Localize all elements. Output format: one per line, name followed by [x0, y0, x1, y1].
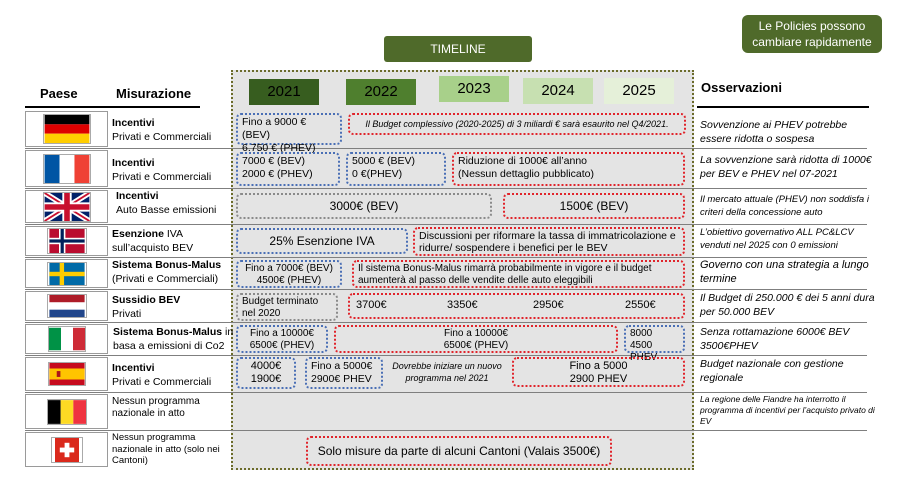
es-box-2022: Fino a 5000€ 2900€ PHEV	[305, 357, 383, 389]
fr-box-2021: 7000 € (BEV) 2000 € (PHEV)	[236, 152, 340, 186]
no-box-vat: 25% Esenzione IVA	[236, 228, 408, 254]
es-new-program-note: Dovrebbe iniziare un nuovo programma nel 2021	[392, 361, 502, 383]
netherlands-flag-icon	[47, 294, 87, 318]
measure-germany: Incentivi Privati e Commerciali	[112, 117, 212, 143]
uk-box-1500: 1500€ (BEV)	[503, 193, 685, 219]
year-2022: 2022	[346, 79, 416, 105]
de-budget-box: Il Budget complessivo (2020-2025) di 3 miliardi € sarà esaurito nel Q4/2021.	[348, 113, 686, 135]
sweden-flag-icon	[47, 262, 87, 286]
measure-belgium: Nessun programma nazionale in atto	[112, 396, 200, 419]
obs-netherlands: Il Budget di 250.000 € dei 5 anni dura per 50.000 BEV	[700, 292, 875, 318]
fr-box-2022: 5000 € (BEV) 0 €(PHEV)	[346, 152, 446, 186]
measure-france: Incentivi Privati e Commerciali	[112, 157, 212, 183]
it-box-2025: 8000 4500 PHEV	[624, 325, 685, 353]
obs-sweden: Governo con una strategia a lungo termine	[700, 259, 869, 285]
timeline-label: TIMELINE	[430, 42, 486, 56]
obs-spain: Budget nazionale con gestione regionale	[700, 358, 844, 384]
measure-norway: Esenzione IVA sull’acquisto BEV	[112, 228, 194, 254]
row-divider	[25, 224, 867, 225]
obs-germany: Sovvenzione ai PHEV potrebbe essere ridotta o sospesa	[700, 119, 848, 145]
norway-flag-cell	[25, 226, 108, 256]
italy-flag-cell	[25, 324, 108, 354]
measure-spain: Incentivi Privati e Commerciali	[112, 362, 212, 388]
it-box-mid: Fino a 10000€ 6500€ (PHEV)	[334, 325, 618, 353]
fr-box-reduction: Riduzione di 1000€ all’anno (Nessun dettaglio pubblicato)	[452, 152, 685, 186]
es-box-future: Fino a 5000 2900 PHEV	[512, 357, 685, 387]
timeline-badge	[384, 36, 532, 62]
measure-sweden: Sistema Bonus-Malus (Privati e Commerciali)	[112, 259, 222, 285]
nl-box-budget: Budget terminato nel 2020	[236, 293, 338, 321]
measure-italy: Sistema Bonus-Malus in basa a emissioni di Co2	[113, 326, 234, 352]
it-box-2021: Fino a 10000€ 6500€ (PHEV)	[236, 325, 328, 353]
obs-norway: L’obiettivo governativo ALL PC&LCV venduti nel 2025 con 0 emissioni	[700, 227, 854, 251]
obs-separator	[697, 106, 869, 108]
no-box-reform: Discussioni per riformare la tassa di immatricolazione e ridurre/ sospendere i benefici per le BEV	[413, 227, 685, 256]
measure-netherlands: Sussidio BEV Privati	[112, 294, 181, 320]
row-divider	[25, 289, 867, 290]
norway-flag-icon	[47, 228, 87, 254]
year-2021: 2021	[249, 79, 319, 105]
row-divider	[25, 430, 867, 431]
uk-flag-icon	[43, 192, 91, 222]
row-divider	[25, 322, 867, 323]
obs-france: La sovvenzione sarà ridotta di 1000€ per BEV e PHEV nel 07-2021	[700, 154, 872, 180]
policies-note-badge	[742, 15, 882, 53]
uk-flag-cell	[25, 190, 108, 223]
year-2025: 2025	[604, 78, 674, 104]
row-divider	[25, 148, 867, 149]
switzerland-flag-icon	[51, 437, 83, 463]
year-2023: 2023	[439, 76, 509, 102]
obs-uk: Il mercato attuale (PHEV) non soddisfa i criteri della concessione auto	[700, 194, 869, 218]
spain-flag-cell	[25, 357, 108, 391]
nl-value-2024: 2950€	[533, 299, 564, 311]
nl-value-2025: 2550€	[625, 299, 656, 311]
es-box-2021: 4000€ 1900€	[236, 357, 296, 389]
belgium-flag-cell	[25, 394, 108, 429]
switzerland-flag-cell	[25, 432, 108, 467]
row-divider	[25, 355, 867, 356]
se-box-2021: Fino a 7000€ (BEV) 4500€ (PHEV)	[236, 260, 342, 288]
france-flag-cell	[25, 150, 108, 187]
uk-box-3000: 3000€ (BEV)	[236, 193, 492, 219]
policies-note-text: Le Policies possono cambiare rapidamente	[752, 19, 872, 49]
sweden-flag-cell	[25, 259, 108, 288]
nl-value-2023: 3350€	[447, 299, 478, 311]
germany-flag-icon	[43, 114, 91, 144]
header-separator	[25, 106, 200, 108]
measure-uk: Incentivi Auto Basse emissioni	[116, 190, 217, 216]
spain-flag-icon	[48, 362, 86, 386]
col-paese: Paese	[40, 86, 78, 101]
col-osservazioni: Osservazioni	[701, 80, 782, 95]
de-box-2021: Fino a 9000 € (BEV) 6.750 € (PHEV)	[236, 113, 342, 145]
italy-flag-icon	[48, 326, 86, 352]
belgium-flag-icon	[47, 399, 87, 425]
measure-switzerland: Nessun programma nazionale in atto (solo nei Cantoni)	[112, 432, 220, 466]
germany-flag-cell	[25, 111, 108, 147]
france-flag-icon	[43, 154, 91, 184]
year-2024: 2024	[523, 78, 593, 104]
netherlands-flag-cell	[25, 291, 108, 321]
row-divider	[25, 392, 867, 393]
se-box-bonus: Il sistema Bonus-Malus rimarrà probabilmente in vigore e il budget aumenterà al passo delle vendite delle auto eleggibili	[352, 260, 685, 288]
ch-box-cantons: Solo misure da parte di alcuni Cantoni (Valais 3500€)	[306, 436, 612, 466]
nl-value-2022: 3700€	[356, 299, 387, 311]
col-misurazione: Misurazione	[116, 86, 192, 101]
obs-belgium: La regione delle Fiandre ha interrotto il programma di incentivi per l’acquisto privato di EV	[700, 394, 875, 426]
obs-italy: Senza rottamazione 6000€ BEV 3500€PHEV	[700, 326, 850, 352]
